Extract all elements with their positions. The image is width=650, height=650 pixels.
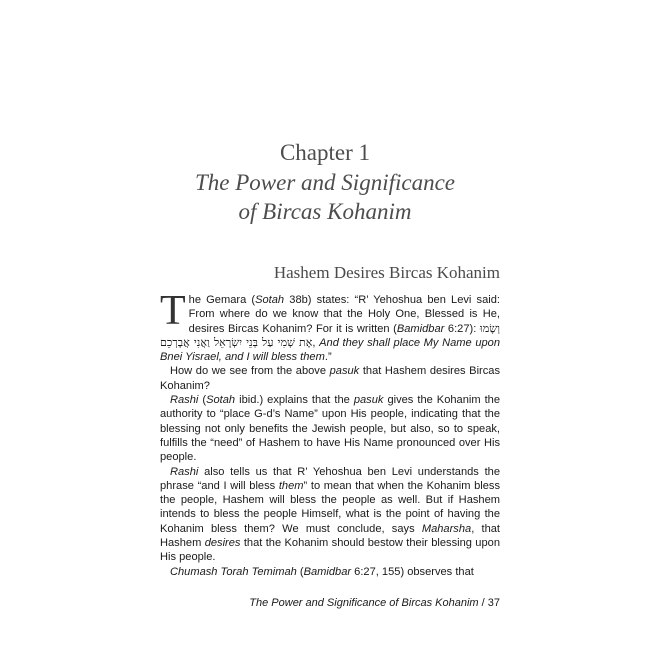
body-text [160,288,501,579]
page-number: 37 [487,597,500,609]
paragraph-3: Rashi (Sotah ibid.) explains that the pasuk gives the Kohanim the authority to “place G-d’s Name” upon His people, indicating that the blessing not only benefits the Jewish people, but also, so to speak, fulfills the “need” of Hashem to have His Name pronounced over His people. [160,394,501,464]
hebrew-verse: וְשָׂמוּ אֶת שְׁמִי עַל בְּנֵי יִשְׂרָאֵל וַאֲנִי אֲבָרְכֵם [160,321,500,349]
section-heading: Hashem Desires Bircas Kohanim [273,263,500,282]
paragraph-1: The Gemara (Sotah 38b) states: “R’ Yehoshua ben Levi said: From where do we know that the Holy One, Blessed is He, desires Bircas Kohanim? For it is written (Bamidbar 6:27): וְשָׂמוּ אֶת שְׁמִי עַל בְּנֵי יִשְׂרָאֵל וַאֲנִי אֲבָרְכֵם, And they shall place My Name upon Bnei Yisrael, and I will bless them.” [160,288,500,364]
drop-cap: T [160,288,186,334]
footer-separator: / [478,597,488,609]
paragraph-4: Rashi also tells us that R’ Yehoshua ben Levi understands the phrase “and I will bless them” to mean that when the Kohanim bless the people, Hashem will bless the people as well. But if Hashem intends to bless the people Himself, what is the point of having the Kohanim bless them? We must conclude, says Maharsha, that Hashem desires that the Kohanim should bestow their blessing upon His people. [160,465,501,564]
chapter-title-line-2: of Bircas Kohanim [238,199,412,224]
paragraph-2: How do we see from the above pasuk that Hashem desires Bircas Kohanim? [160,365,500,392]
verse-translation: And they shall place My Name upon Bnei Yisrael, and I will bless them [160,336,500,364]
chapter-heading [150,138,500,226]
running-title: The Power and Significance of Bircas Kohanim [249,597,479,609]
chapter-number: Chapter 1 [279,140,371,165]
paragraph-5: Chumash Torah Temimah (Bamidbar 6:27, 155) observes that [170,565,474,578]
page-footer [160,596,500,610]
chapter-title-line-1: The Power and Significance [195,170,455,195]
